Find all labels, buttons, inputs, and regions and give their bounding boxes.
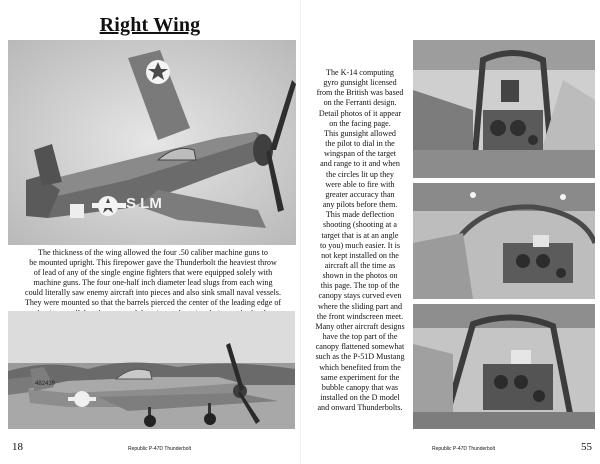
sidebar-line: the pilot to dial in the [325,139,395,149]
sidebar-line: from the British was based [316,88,404,98]
photo-p47-in-flight [8,40,296,245]
sidebar-line: such as the P-51D Mustang [315,352,405,362]
photo-cockpit-canopy [413,304,595,429]
sidebar-text [308,68,412,413]
caption-line: The thickness of the wing allowed the four .50 caliber machine guns to [38,248,268,257]
sidebar-line: same experiment for the [320,372,400,382]
caption-line: of lead of any of the single engine fighters that were equipped solely with [33,268,273,278]
sidebar-line: Many other aircraft designs [315,321,405,331]
photo-cockpit-gunsight-side [413,183,595,299]
sidebar-line: and range to it and when [320,159,400,169]
sidebar-line: and onward Thunderbolts. [317,403,403,413]
sidebar-line: which benefited from the [319,362,401,372]
sidebar-line: greater accuracy than [325,189,395,199]
sidebar-line: This gunsight allowed [324,128,396,138]
photo-p47-on-ground [8,311,295,429]
sidebar-line: to you) much easier. It is [319,240,401,250]
photo-cockpit-gunsight-top [413,40,595,178]
sidebar-line: This made deflection [325,210,395,220]
sidebar-line: target that is at an angle [321,230,399,240]
tail-serial: 482439 [35,381,56,387]
sidebar-line: gyro gunsight licensed [323,78,397,88]
sidebar-line: not kept installed on the [321,250,399,260]
sidebar-line: the circles lit up they [326,169,394,179]
sidebar-line: shooting (shooting at a [323,220,397,230]
page-title: Right Wing [99,14,201,36]
page-spine [300,0,301,464]
sidebar-line: The K-14 computing [326,68,394,77]
sidebar-line: have the top part of the [322,332,398,342]
running-footer-left: Republic P-47D Thunderbolt [128,446,192,452]
caption-line: could literally saw enemy aircraft into pieces and also sink small naval vessels. [24,288,281,298]
sidebar-line: canopy flattened somewhat [315,342,405,352]
page-number-left: 18 [12,441,23,453]
fuselage-code: S LM [126,195,162,212]
sidebar-line: were able to fire with [325,179,395,189]
sidebar-line: bubble canopy that was [321,382,399,392]
caption-line: be mounted upright. This firepower gave the Thunderbolt the heaviest throw [29,258,277,268]
running-footer-right: Republic P-47D Thunderbolt [432,446,496,452]
sidebar-line: this page. The top of the [320,281,400,291]
sidebar-line: Detail photos of it appear [318,108,402,118]
caption-line: machine guns. The four one-half inch diameter lead slugs from each wing [33,278,273,288]
main-caption [12,248,294,319]
sidebar-line: any pilots before them. [322,200,398,210]
sidebar-line: canopy stays curved even [318,291,402,301]
sidebar-line: the front windscreen meet. [316,311,404,321]
sidebar-line: wingspan of the target [323,149,396,159]
sidebar-line: installed on the D model [320,393,400,402]
caption-line: They were mounted so that the barrels pierced the center of the leading edge of [24,298,282,308]
sidebar-line: aircraft all the time as [324,260,396,270]
sidebar-line: where the sliding part and [317,301,403,311]
sidebar-line: shown in the photos on [322,271,398,281]
page-number-right: 55 [581,441,592,453]
sidebar-line: on the Ferranti design. [323,98,397,108]
sidebar-line: on the facing page. [329,118,391,128]
